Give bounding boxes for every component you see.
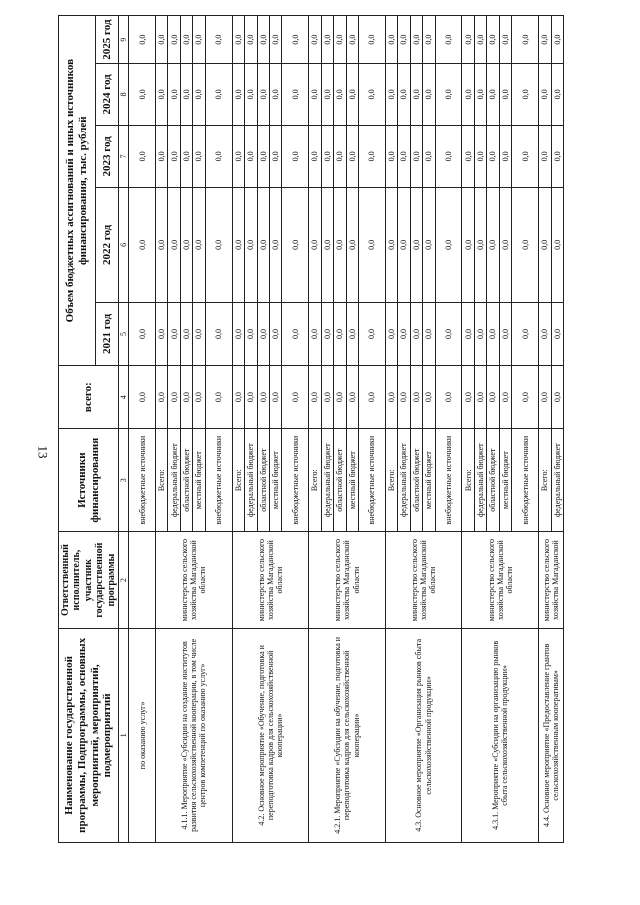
value-cell: 0,0 [257,125,269,188]
source-cell: федеральный бюджет [551,428,563,532]
executor-cell: министерство сельского хозяйства Магаданской области [232,532,309,628]
value-cell: 0,0 [462,302,474,366]
value-cell: 0,0 [282,366,309,429]
value-cell: 0,0 [269,188,281,302]
value-cell: 0,0 [487,64,499,125]
value-cell: 0,0 [423,188,435,302]
value-cell: 0,0 [346,125,358,188]
executor-cell: министерство сельского хозяйства Магаданской [539,532,564,628]
source-cell: федеральный бюджет [474,428,486,532]
header-sources: Источники финансирования [59,428,119,532]
header-total: всего: [59,366,119,429]
value-cell: 0,0 [487,188,499,302]
value-cell: 0,0 [487,16,499,64]
source-cell: областной бюджет [180,428,192,532]
value-cell: 0,0 [180,125,192,188]
value-cell: 0,0 [512,16,539,64]
value-cell: 0,0 [359,64,386,125]
column-number: 1 [119,628,129,842]
value-cell: 0,0 [398,64,410,125]
value-cell: 0,0 [129,302,156,366]
value-cell: 0,0 [410,302,422,366]
table-row [385,16,397,843]
source-cell: внебюджетные источники [435,428,462,532]
value-cell: 0,0 [309,16,321,64]
table-row [539,16,551,843]
value-cell: 0,0 [385,125,397,188]
column-number: 8 [119,64,129,125]
value-cell: 0,0 [551,64,563,125]
value-cell: 0,0 [539,302,551,366]
value-cell: 0,0 [321,302,333,366]
value-cell: 0,0 [539,16,551,64]
executor-cell: министерство сельского хозяйства Магаданской области [156,532,233,628]
value-cell: 0,0 [205,64,232,125]
source-cell: внебюджетные источники [129,428,156,532]
value-cell: 0,0 [512,188,539,302]
value-cell: 0,0 [551,366,563,429]
value-cell: 0,0 [398,16,410,64]
value-cell: 0,0 [205,125,232,188]
value-cell: 0,0 [462,16,474,64]
value-cell: 0,0 [205,188,232,302]
value-cell: 0,0 [346,64,358,125]
value-cell: 0,0 [129,188,156,302]
value-cell: 0,0 [423,64,435,125]
value-cell: 0,0 [309,302,321,366]
column-number: 9 [119,16,129,64]
value-cell: 0,0 [462,188,474,302]
value-cell: 0,0 [232,64,244,125]
value-cell: 0,0 [245,16,257,64]
value-cell: 0,0 [512,302,539,366]
value-cell: 0,0 [423,125,435,188]
value-cell: 0,0 [168,16,180,64]
value-cell: 0,0 [282,125,309,188]
value-cell: 0,0 [474,188,486,302]
value-cell: 0,0 [269,64,281,125]
value-cell: 0,0 [180,302,192,366]
activity-name: 4.2.1. Мероприятие «Субсидии на обучение, подготовка и переподготовка кадров для сельскохозяйственной кооперации» [309,628,386,842]
value-cell: 0,0 [359,366,386,429]
value-cell: 0,0 [232,16,244,64]
value-cell: 0,0 [512,64,539,125]
value-cell: 0,0 [410,188,422,302]
value-cell: 0,0 [205,16,232,64]
source-cell: федеральный бюджет [245,428,257,532]
value-cell: 0,0 [474,16,486,64]
value-cell: 0,0 [180,188,192,302]
value-cell: 0,0 [499,188,511,302]
source-cell: внебюджетные источники [205,428,232,532]
value-cell: 0,0 [398,302,410,366]
value-cell: 0,0 [205,302,232,366]
value-cell: 0,0 [499,64,511,125]
value-cell: 0,0 [321,366,333,429]
table-row [156,16,168,843]
value-cell: 0,0 [257,302,269,366]
column-number: 7 [119,125,129,188]
column-number: 6 [119,188,129,302]
source-cell: федеральный бюджет [398,428,410,532]
value-cell: 0,0 [156,188,168,302]
value-cell: 0,0 [232,366,244,429]
table-row [462,16,474,843]
value-cell: 0,0 [385,16,397,64]
value-cell: 0,0 [385,302,397,366]
value-cell: 0,0 [474,64,486,125]
value-cell: 0,0 [193,188,205,302]
executor-cell [129,532,156,628]
table-body [129,16,564,843]
value-cell: 0,0 [423,16,435,64]
value-cell: 0,0 [245,125,257,188]
value-cell: 0,0 [321,16,333,64]
value-cell: 0,0 [269,302,281,366]
value-cell: 0,0 [232,302,244,366]
value-cell: 0,0 [129,366,156,429]
value-cell: 0,0 [193,16,205,64]
value-cell: 0,0 [435,16,462,64]
value-cell: 0,0 [193,366,205,429]
value-cell: 0,0 [193,125,205,188]
activity-name: 4.3.1. Мероприятие «Субсидии на организацию рынков сбыта сельскохозяйственной продукции» [462,628,539,842]
value-cell: 0,0 [245,302,257,366]
value-cell: 0,0 [435,64,462,125]
source-cell: областной бюджет [487,428,499,532]
value-cell: 0,0 [410,16,422,64]
value-cell: 0,0 [423,302,435,366]
table-row [232,16,244,843]
value-cell: 0,0 [334,188,346,302]
value-cell: 0,0 [539,125,551,188]
value-cell: 0,0 [269,366,281,429]
value-cell: 0,0 [398,366,410,429]
value-cell: 0,0 [245,366,257,429]
value-cell: 0,0 [232,188,244,302]
source-cell: областной бюджет [257,428,269,532]
value-cell: 0,0 [435,366,462,429]
source-cell: федеральный бюджет [168,428,180,532]
budget-table [58,15,564,843]
source-cell: областной бюджет [410,428,422,532]
value-cell: 0,0 [359,16,386,64]
source-cell: Всего: [462,428,474,532]
source-cell: федеральный бюджет [321,428,333,532]
activity-name: 4.1.1. Мероприятие «Субсидии на создание институтов развития сельскохозяйственной кооперации, в том числе центров компетенций по оказанию услуг» [156,628,233,842]
value-cell: 0,0 [551,125,563,188]
value-cell: 0,0 [551,188,563,302]
source-cell: Всего: [539,428,551,532]
value-cell: 0,0 [499,366,511,429]
activity-name: 4.4. Основное мероприятие «Предоставление грантов сельскохозяйственным кооперативам» [539,628,564,842]
value-cell: 0,0 [398,125,410,188]
value-cell: 0,0 [180,16,192,64]
source-cell: Всего: [232,428,244,532]
value-cell: 0,0 [487,366,499,429]
value-cell: 0,0 [487,125,499,188]
value-cell: 0,0 [359,125,386,188]
value-cell: 0,0 [156,125,168,188]
header-year: 2025 год [96,16,119,64]
value-cell: 0,0 [512,125,539,188]
table-row [129,16,156,843]
column-number: 4 [119,366,129,429]
value-cell: 0,0 [435,302,462,366]
activity-name: по оказанию услуг» [129,628,156,842]
value-cell: 0,0 [309,64,321,125]
value-cell: 0,0 [282,64,309,125]
value-cell: 0,0 [334,366,346,429]
header-name: Наименование государственной программы, Подпрограммы, основных мероприятий, мероприятий, подмероприятий [59,628,119,842]
value-cell: 0,0 [410,366,422,429]
value-cell: 0,0 [321,125,333,188]
value-cell: 0,0 [309,188,321,302]
value-cell: 0,0 [321,64,333,125]
value-cell: 0,0 [334,64,346,125]
value-cell: 0,0 [245,64,257,125]
header-year: 2024 год [96,64,119,125]
value-cell: 0,0 [205,366,232,429]
value-cell: 0,0 [193,302,205,366]
value-cell: 0,0 [180,64,192,125]
value-cell: 0,0 [309,125,321,188]
value-cell: 0,0 [156,16,168,64]
source-cell: Всего: [309,428,321,532]
value-cell: 0,0 [359,188,386,302]
value-cell: 0,0 [129,125,156,188]
column-number: 3 [119,428,129,532]
header-year: 2023 год [96,125,119,188]
value-cell: 0,0 [346,366,358,429]
budget-table-rotated [58,15,564,843]
value-cell: 0,0 [385,64,397,125]
value-cell: 0,0 [346,302,358,366]
value-cell: 0,0 [487,302,499,366]
executor-cell: министерство сельского хозяйства Магаданской области [309,532,386,628]
value-cell: 0,0 [129,64,156,125]
value-cell: 0,0 [539,188,551,302]
value-cell: 0,0 [398,188,410,302]
value-cell: 0,0 [539,366,551,429]
value-cell: 0,0 [512,366,539,429]
source-cell: внебюджетные источники [282,428,309,532]
value-cell: 0,0 [334,125,346,188]
value-cell: 0,0 [269,125,281,188]
value-cell: 0,0 [156,302,168,366]
value-cell: 0,0 [499,125,511,188]
executor-cell: министерство сельского хозяйства Магаданской области [462,532,539,628]
value-cell: 0,0 [410,64,422,125]
column-number: 2 [119,532,129,628]
value-cell: 0,0 [168,188,180,302]
value-cell: 0,0 [156,64,168,125]
header-year: 2022 год [96,188,119,302]
value-cell: 0,0 [499,302,511,366]
source-cell: внебюджетные источники [512,428,539,532]
value-cell: 0,0 [282,302,309,366]
value-cell: 0,0 [474,302,486,366]
value-cell: 0,0 [168,366,180,429]
source-cell: внебюджетные источники [359,428,386,532]
value-cell: 0,0 [423,366,435,429]
value-cell: 0,0 [334,302,346,366]
column-number: 5 [119,302,129,366]
header-volume: Объем бюджетных ассигнований и иных источников финансирования, тыс. рублей [59,16,96,366]
value-cell: 0,0 [385,188,397,302]
value-cell: 0,0 [257,188,269,302]
value-cell: 0,0 [269,16,281,64]
source-cell: местный бюджет [193,428,205,532]
value-cell: 0,0 [282,188,309,302]
value-cell: 0,0 [257,366,269,429]
value-cell: 0,0 [282,16,309,64]
source-cell: местный бюджет [269,428,281,532]
value-cell: 0,0 [232,125,244,188]
activity-name: 4.2. Основное мероприятие «Обучение, подготовка и переподготовка кадров для сельскохозяйственной кооперации» [232,628,309,842]
value-cell: 0,0 [551,302,563,366]
value-cell: 0,0 [474,366,486,429]
value-cell: 0,0 [359,302,386,366]
executor-cell: министерство сельского хозяйства Магаданской области [385,532,462,628]
value-cell: 0,0 [346,16,358,64]
value-cell: 0,0 [168,125,180,188]
value-cell: 0,0 [156,366,168,429]
value-cell: 0,0 [245,188,257,302]
value-cell: 0,0 [346,188,358,302]
value-cell: 0,0 [474,125,486,188]
header-executor: Ответственный исполнитель, участник государственной программы [59,532,119,628]
value-cell: 0,0 [193,64,205,125]
value-cell: 0,0 [435,188,462,302]
value-cell: 0,0 [462,366,474,429]
value-cell: 0,0 [257,16,269,64]
value-cell: 0,0 [168,302,180,366]
value-cell: 0,0 [435,125,462,188]
value-cell: 0,0 [180,366,192,429]
value-cell: 0,0 [499,16,511,64]
value-cell: 0,0 [385,366,397,429]
value-cell: 0,0 [539,64,551,125]
page-number: 13 [35,445,51,459]
source-cell: Всего: [385,428,397,532]
value-cell: 0,0 [129,16,156,64]
activity-name: 4.3. Основное мероприятие «Организация рынков сбыта сельскохозяйственной продукции» [385,628,462,842]
value-cell: 0,0 [551,16,563,64]
source-cell: Всего: [156,428,168,532]
source-cell: областной бюджет [334,428,346,532]
source-cell: местный бюджет [499,428,511,532]
value-cell: 0,0 [462,125,474,188]
source-cell: местный бюджет [423,428,435,532]
table-row [309,16,321,843]
value-cell: 0,0 [462,64,474,125]
value-cell: 0,0 [309,366,321,429]
header-year: 2021 год [96,302,119,366]
source-cell: местный бюджет [346,428,358,532]
value-cell: 0,0 [334,16,346,64]
value-cell: 0,0 [257,64,269,125]
value-cell: 0,0 [168,64,180,125]
value-cell: 0,0 [410,125,422,188]
value-cell: 0,0 [321,188,333,302]
